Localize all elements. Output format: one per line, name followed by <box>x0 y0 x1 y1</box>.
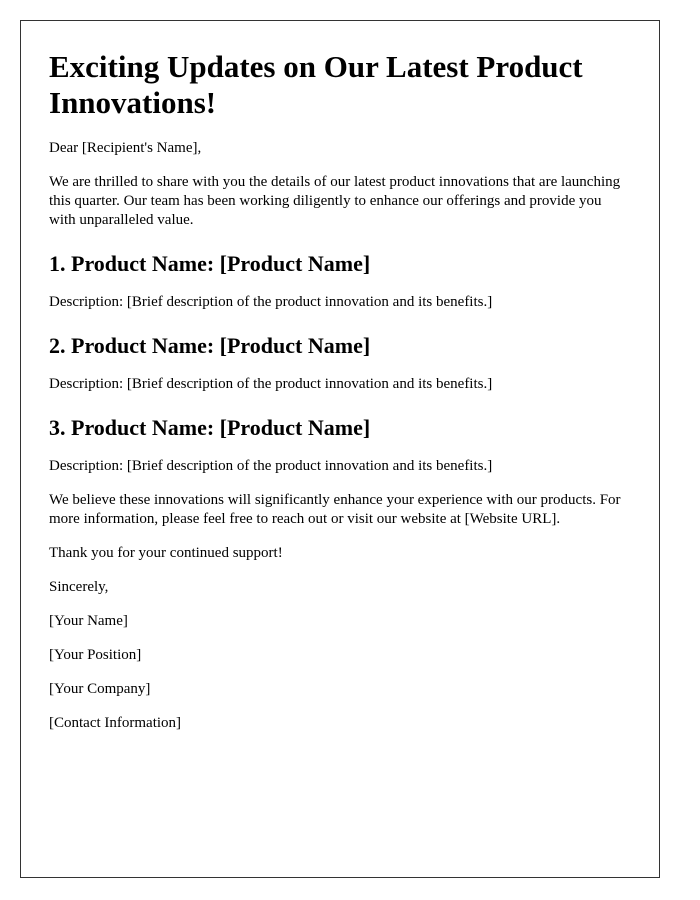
closing-block <box>49 578 631 733</box>
thanks-line: Thank you for your continued support! <box>49 545 283 561</box>
signature-contact: [Contact Information] <box>49 715 182 731</box>
signoff: Sincerely, <box>49 579 109 595</box>
intro-paragraph: We are thrilled to share with you the details of our latest product innovations that are launching this quarter. Our team has been working diligently to enhance our offerings and provide you with unparalleled value. <box>49 174 621 228</box>
letter-title: Exciting Updates on Our Latest Product Innovations! <box>49 49 583 120</box>
product-description-1: Description: [Brief description of the product innovation and its benefits.] <box>49 294 493 310</box>
signature-name: [Your Name] <box>49 613 128 629</box>
product-heading-2: 2. Product Name: [Product Name] <box>49 333 371 358</box>
product-description-2: Description: [Brief description of the product innovation and its benefits.] <box>49 376 493 392</box>
product-heading-3: 3. Product Name: [Product Name] <box>49 415 371 440</box>
letter-page <box>20 20 660 878</box>
product-description-3: Description: [Brief description of the product innovation and its benefits.] <box>49 458 493 474</box>
signature-company: [Your Company] <box>49 681 151 697</box>
signature-position: [Your Position] <box>49 647 142 663</box>
salutation: Dear [Recipient's Name], <box>49 140 202 156</box>
product-heading-1: 1. Product Name: [Product Name] <box>49 251 371 276</box>
outro-paragraph: We believe these innovations will significantly enhance your experience with our products. For more information, please feel free to reach out or visit our website at [Website URL]. <box>49 492 621 527</box>
